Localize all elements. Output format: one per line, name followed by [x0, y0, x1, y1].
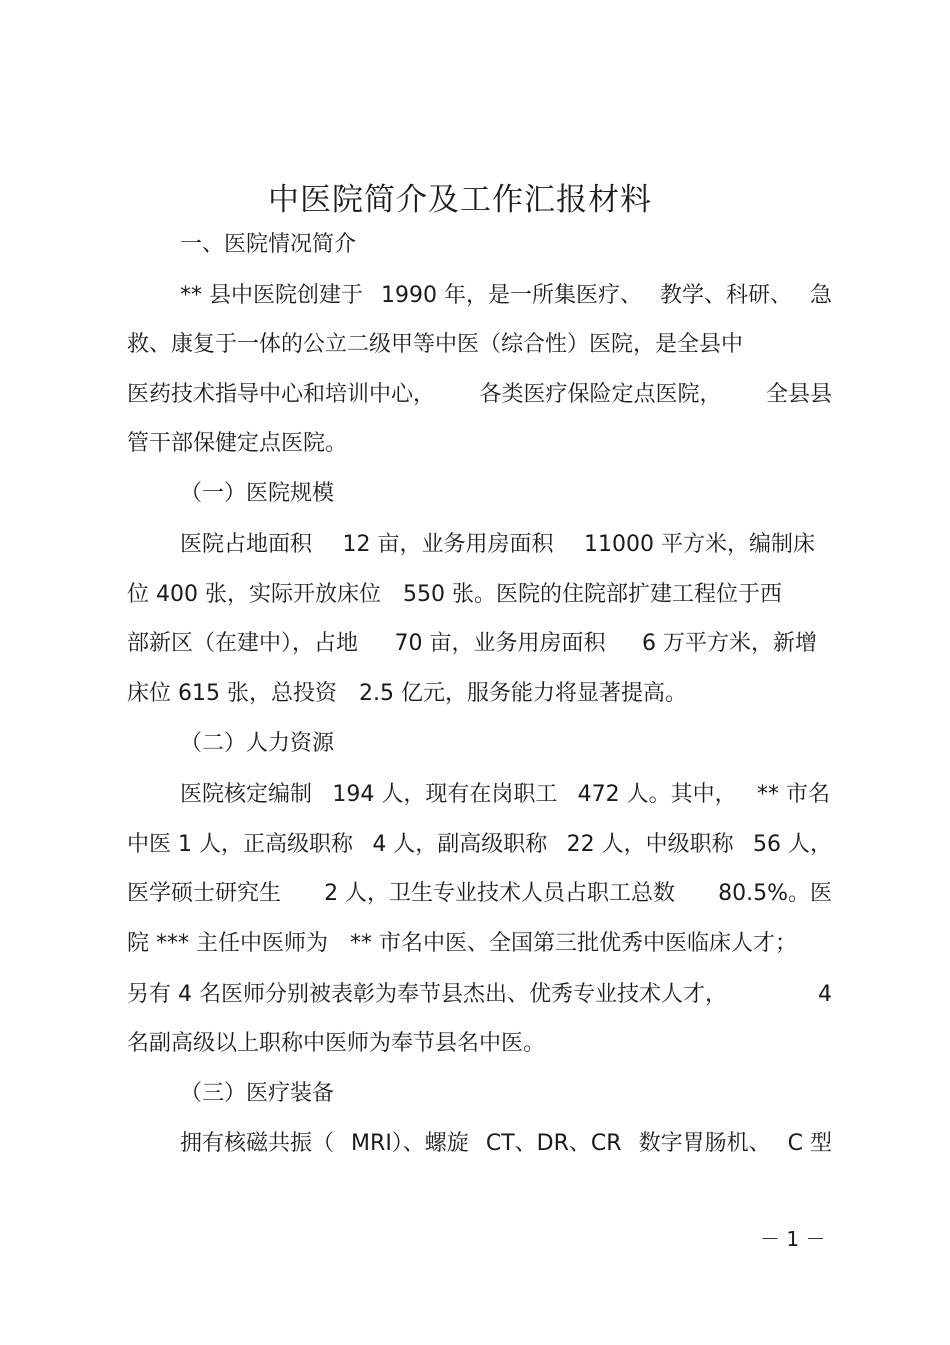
- paragraph-line: 院 *** 主任中医师为 ** 市名中医、全国第三批优秀中医临床人才；: [127, 931, 797, 956]
- paragraph-line: 位 400 张，实际开放床位 550 张。医院的住院部扩建工程位于西: [127, 582, 782, 607]
- section-heading: 一、医院情况简介: [180, 232, 357, 257]
- paragraph-line: 名副高级以上职称中医师为奉节县名中医。: [127, 1031, 546, 1056]
- subsection-heading: （二）人力资源: [180, 731, 335, 756]
- paragraph-line: ** 县中医院创建于 1990 年，是一所集医疗、 教学、科研、 急: [180, 283, 832, 308]
- paragraph-line: 拥有核磁共振（ MRI）、螺旋 CT、DR、CR 数字胃肠机、 C 型: [180, 1131, 832, 1156]
- paragraph-line: 救、康复于一体的公立二级甲等中医（综合性）医院，是全县中: [127, 332, 744, 357]
- paragraph-line: 另有 4 名医师分别被表彰为奉节县杰出、优秀专业技术人才， 4: [127, 982, 832, 1007]
- document-title: 中医院简介及工作汇报材料: [268, 182, 652, 218]
- paragraph-line: 医药技术指导中心和培训中心， 各类医疗保险定点医院， 全县县: [127, 382, 832, 407]
- paragraph-line: 床位 615 张，总投资 2.5 亿元，服务能力将显著提高。: [127, 681, 687, 706]
- subsection-heading: （三）医疗装备: [180, 1081, 335, 1106]
- paragraph-line: 医院占地面积 12 亩，业务用房面积 11000 平方米，编制床: [180, 532, 815, 557]
- paragraph-line: 医院核定编制 194 人，现有在岗职工 472 人。其中， ** 市名: [180, 782, 830, 807]
- paragraph-line: 管干部保健定点医院。: [127, 431, 348, 456]
- paragraph-line: 中医 1 人，正高级职称 4 人，副高级职称 22 人，中级职称 56 人，: [127, 832, 832, 857]
- paragraph-line: 医学硕士研究生 2 人，卫生专业技术人员占职工总数 80.5%。医: [127, 881, 832, 906]
- paragraph-line: 部新区（在建中），占地 70 亩，业务用房面积 6 万平方米，新增: [127, 631, 817, 656]
- page-number: － 1 －: [760, 1227, 826, 1251]
- subsection-heading: （一）医院规模: [180, 481, 335, 506]
